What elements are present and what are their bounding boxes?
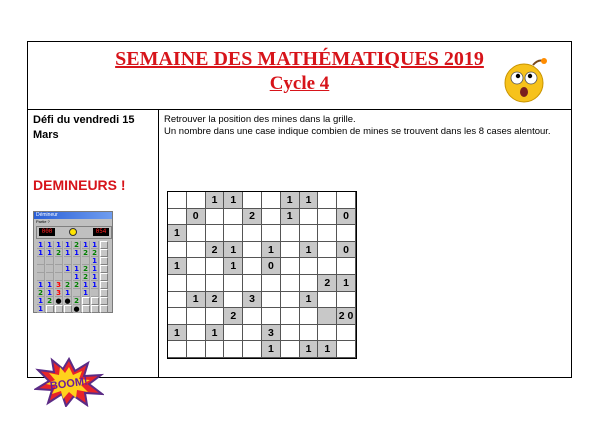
grid-cell[interactable] [243, 308, 262, 325]
grid-cell[interactable]: 1 [281, 192, 300, 209]
right-column [159, 109, 571, 378]
minesweeper-cell: 1 [73, 273, 81, 281]
grid-cell[interactable] [206, 258, 225, 275]
minesweeper-cell: 1 [64, 249, 72, 257]
grid-cell[interactable] [224, 225, 243, 242]
minesweeper-cell: 1 [46, 249, 54, 257]
grid-cell[interactable] [262, 192, 281, 209]
minesweeper-cell [55, 257, 63, 265]
minesweeper-cell [55, 305, 63, 313]
grid-cell[interactable] [337, 192, 356, 209]
minesweeper-cell: 1 [55, 241, 63, 249]
grid-cell[interactable]: 2 [224, 308, 243, 325]
page-subtitle: Cycle 4 [269, 73, 330, 94]
minesweeper-cell [37, 257, 45, 265]
minesweeper-titlebar: Démineur [34, 212, 112, 219]
grid-cell[interactable] [300, 258, 319, 275]
minesweeper-cell: 2 [82, 249, 90, 257]
mine-icon: ● [73, 305, 80, 313]
minesweeper-cell [46, 305, 54, 313]
grid-cell[interactable]: 0 [187, 209, 206, 226]
minesweeper-cell [82, 305, 90, 313]
minesweeper-cell [100, 273, 108, 281]
grid-cell[interactable] [187, 225, 206, 242]
minesweeper-cell [100, 241, 108, 249]
minesweeper-cell [37, 273, 45, 281]
minesweeper-cell: 2 [37, 289, 45, 297]
minesweeper-cell [91, 305, 99, 313]
minesweeper-status-bar [36, 226, 112, 239]
grid-cell[interactable] [187, 341, 206, 358]
grid-cell[interactable] [187, 242, 206, 259]
grid-cell[interactable] [262, 225, 281, 242]
minesweeper-cell [55, 265, 63, 273]
grid-cell[interactable]: 1 [168, 225, 187, 242]
grid-cell[interactable] [168, 341, 187, 358]
grid-cell[interactable] [337, 292, 356, 309]
grid-cell[interactable]: 1 [300, 242, 319, 259]
minesweeper-cell [64, 273, 72, 281]
minesweeper-cell: 1 [73, 249, 81, 257]
minesweeper-cell [82, 257, 90, 265]
minesweeper-cell [100, 305, 108, 313]
minesweeper-cell: 2 [73, 281, 81, 289]
surprised-bomb-face-icon [500, 55, 550, 105]
grid-cell[interactable] [262, 275, 281, 292]
minesweeper-cell: 3 [55, 281, 63, 289]
timer-counter: 054 [93, 228, 109, 236]
grid-cell[interactable] [300, 325, 319, 342]
minesweeper-cell: 1 [91, 265, 99, 273]
grid-cell[interactable] [337, 258, 356, 275]
grid-cell[interactable]: 1 [168, 258, 187, 275]
header [28, 42, 571, 110]
minesweeper-cell [91, 289, 99, 297]
minesweeper-cell [64, 257, 72, 265]
grid-cell[interactable]: 1 [300, 341, 319, 358]
grid-cell[interactable] [243, 341, 262, 358]
smiley-face-icon [69, 228, 77, 236]
grid-cell[interactable] [262, 308, 281, 325]
grid-cell[interactable] [300, 225, 319, 242]
grid-cell[interactable] [206, 341, 225, 358]
grid-cell[interactable] [224, 292, 243, 309]
mines-counter: 000 [39, 228, 55, 236]
minesweeper-cell: 3 [55, 289, 63, 297]
grid-cell[interactable]: 2 [243, 209, 262, 226]
minesweeper-cell: 1 [64, 265, 72, 273]
page-title: SEMAINE DES MATHÉMATIQUES 2019 [115, 48, 484, 70]
grid-cell[interactable] [300, 275, 319, 292]
left-column [28, 109, 158, 393]
minesweeper-cell: 1 [91, 273, 99, 281]
minesweeper-cell: 2 [91, 249, 99, 257]
grid-cell[interactable] [281, 258, 300, 275]
grid-cell[interactable]: 2 0 [337, 308, 356, 325]
minesweeper-cell [100, 265, 108, 273]
grid-cell[interactable] [168, 209, 187, 226]
grid-cell[interactable] [318, 325, 337, 342]
minesweeper-cell: 1 [37, 281, 45, 289]
minesweeper-puzzle-grid [167, 191, 357, 359]
minesweeper-cell [46, 257, 54, 265]
grid-cell[interactable]: 1 [224, 192, 243, 209]
minesweeper-cell: 1 [64, 241, 72, 249]
minesweeper-cell: 2 [82, 265, 90, 273]
minesweeper-cell [100, 281, 108, 289]
minesweeper-screenshot [33, 211, 113, 313]
grid-cell[interactable]: 0 [262, 258, 281, 275]
grid-cell[interactable]: 1 [262, 242, 281, 259]
minesweeper-cell: 1 [46, 289, 54, 297]
grid-cell[interactable] [281, 275, 300, 292]
minesweeper-cell: 1 [91, 257, 99, 265]
grid-cell[interactable] [206, 275, 225, 292]
grid-cell[interactable] [243, 192, 262, 209]
grid-cell[interactable] [206, 209, 225, 226]
grid-cell[interactable] [224, 275, 243, 292]
grid-cell[interactable] [206, 308, 225, 325]
minesweeper-cell [100, 297, 108, 305]
minesweeper-cell: 2 [82, 273, 90, 281]
grid-cell[interactable] [281, 292, 300, 309]
grid-cell[interactable]: 0 [337, 209, 356, 226]
grid-cell[interactable] [281, 242, 300, 259]
minesweeper-cell: 1 [82, 241, 90, 249]
minesweeper-cell [100, 249, 108, 257]
grid-cell[interactable]: 2 [206, 242, 225, 259]
grid-cell[interactable] [318, 242, 337, 259]
minesweeper-cell [100, 257, 108, 265]
grid-cell[interactable] [187, 325, 206, 342]
minesweeper-cell [82, 297, 90, 305]
grid-cell[interactable]: 0 [337, 242, 356, 259]
grid-cell[interactable] [337, 325, 356, 342]
minesweeper-cell [37, 265, 45, 273]
minesweeper-cell: 2 [73, 241, 81, 249]
grid-cell[interactable] [224, 325, 243, 342]
minesweeper-cell: 1 [46, 281, 54, 289]
grid-cell[interactable] [337, 225, 356, 242]
grid-cell[interactable]: 1 [206, 192, 225, 209]
grid-cell[interactable]: 1 [337, 275, 356, 292]
minesweeper-cell: 2 [46, 297, 54, 305]
grid-cell[interactable]: 3 [243, 292, 262, 309]
grid-cell[interactable] [243, 258, 262, 275]
challenge-date: Défi du vendredi 15 Mars [33, 114, 135, 141]
challenge-sheet [27, 41, 572, 393]
instruction-line-1: Retrouver la position des mines dans la grille. [164, 114, 356, 125]
minesweeper-cell [73, 257, 81, 265]
minesweeper-cell [46, 265, 54, 273]
grid-cell[interactable]: 1 [224, 242, 243, 259]
game-name: DEMINEURS ! [33, 177, 126, 193]
grid-cell[interactable] [224, 209, 243, 226]
grid-cell[interactable]: 3 [262, 325, 281, 342]
grid-cell[interactable] [187, 258, 206, 275]
minesweeper-cell [64, 305, 72, 313]
minesweeper-menubar: Partie ? [36, 219, 50, 224]
grid-cell[interactable] [300, 308, 319, 325]
grid-cell[interactable] [168, 192, 187, 209]
grid-cell[interactable] [224, 341, 243, 358]
grid-cell[interactable] [318, 225, 337, 242]
minesweeper-cell [55, 273, 63, 281]
grid-cell[interactable] [318, 258, 337, 275]
grid-cell[interactable] [281, 308, 300, 325]
minesweeper-cell: 1 [37, 249, 45, 257]
grid-cell[interactable]: 2 [206, 292, 225, 309]
minesweeper-cell: 2 [55, 249, 63, 257]
grid-cell[interactable] [318, 192, 337, 209]
grid-cell[interactable] [168, 292, 187, 309]
grid-cell[interactable] [243, 225, 262, 242]
grid-cell[interactable] [262, 292, 281, 309]
minesweeper-cell: 1 [91, 241, 99, 249]
grid-cell[interactable]: 1 [224, 258, 243, 275]
grid-cell[interactable]: 1 [300, 192, 319, 209]
instructions [164, 114, 564, 138]
grid-cell[interactable]: 1 [187, 292, 206, 309]
mine-icon: ● [64, 297, 71, 305]
grid-cell[interactable] [187, 308, 206, 325]
minesweeper-cell: 1 [37, 305, 45, 313]
minesweeper-cell: 1 [91, 281, 99, 289]
grid-cell[interactable] [281, 341, 300, 358]
grid-cell[interactable] [243, 242, 262, 259]
grid-cell[interactable] [187, 275, 206, 292]
minesweeper-cell: 1 [73, 265, 81, 273]
grid-cell[interactable] [281, 225, 300, 242]
grid-cell[interactable] [262, 209, 281, 226]
grid-cell[interactable]: 1 [281, 209, 300, 226]
boom-text: BOOM! [49, 375, 89, 393]
minesweeper-cell [91, 297, 99, 305]
grid-cell[interactable]: 1 [300, 292, 319, 309]
grid-cell[interactable] [300, 209, 319, 226]
minesweeper-cell: 1 [37, 297, 45, 305]
grid-cell[interactable]: 1 [168, 325, 187, 342]
grid-cell[interactable]: 1 [206, 325, 225, 342]
grid-cell[interactable] [318, 308, 337, 325]
grid-cell[interactable] [337, 341, 356, 358]
grid-cell[interactable] [318, 209, 337, 226]
minesweeper-cell [73, 289, 81, 297]
minesweeper-cell: 2 [64, 281, 72, 289]
minesweeper-cell [46, 273, 54, 281]
minesweeper-cell: 1 [46, 241, 54, 249]
minesweeper-cell: 1 [37, 241, 45, 249]
grid-cell[interactable] [281, 325, 300, 342]
mine-icon: ● [55, 297, 62, 305]
grid-cell[interactable] [206, 225, 225, 242]
instruction-line-2: Un nombre dans une case indique combien de mines se trouvent dans les 8 cases alentour. [164, 126, 551, 137]
grid-cell[interactable]: 1 [318, 341, 337, 358]
minesweeper-cell [100, 289, 108, 297]
minesweeper-cell: 1 [82, 281, 90, 289]
minesweeper-cell: 2 [73, 297, 81, 305]
grid-cell[interactable] [318, 292, 337, 309]
minesweeper-cell: 1 [64, 289, 72, 297]
grid-cell[interactable] [168, 275, 187, 292]
grid-cell[interactable]: 2 [318, 275, 337, 292]
grid-cell[interactable] [187, 192, 206, 209]
grid-cell[interactable] [243, 325, 262, 342]
grid-cell[interactable] [168, 242, 187, 259]
grid-cell[interactable]: 1 [262, 341, 281, 358]
boom-explosion-icon [34, 357, 104, 407]
grid-cell[interactable] [243, 275, 262, 292]
grid-cell[interactable] [168, 308, 187, 325]
minesweeper-cell: 1 [82, 289, 90, 297]
